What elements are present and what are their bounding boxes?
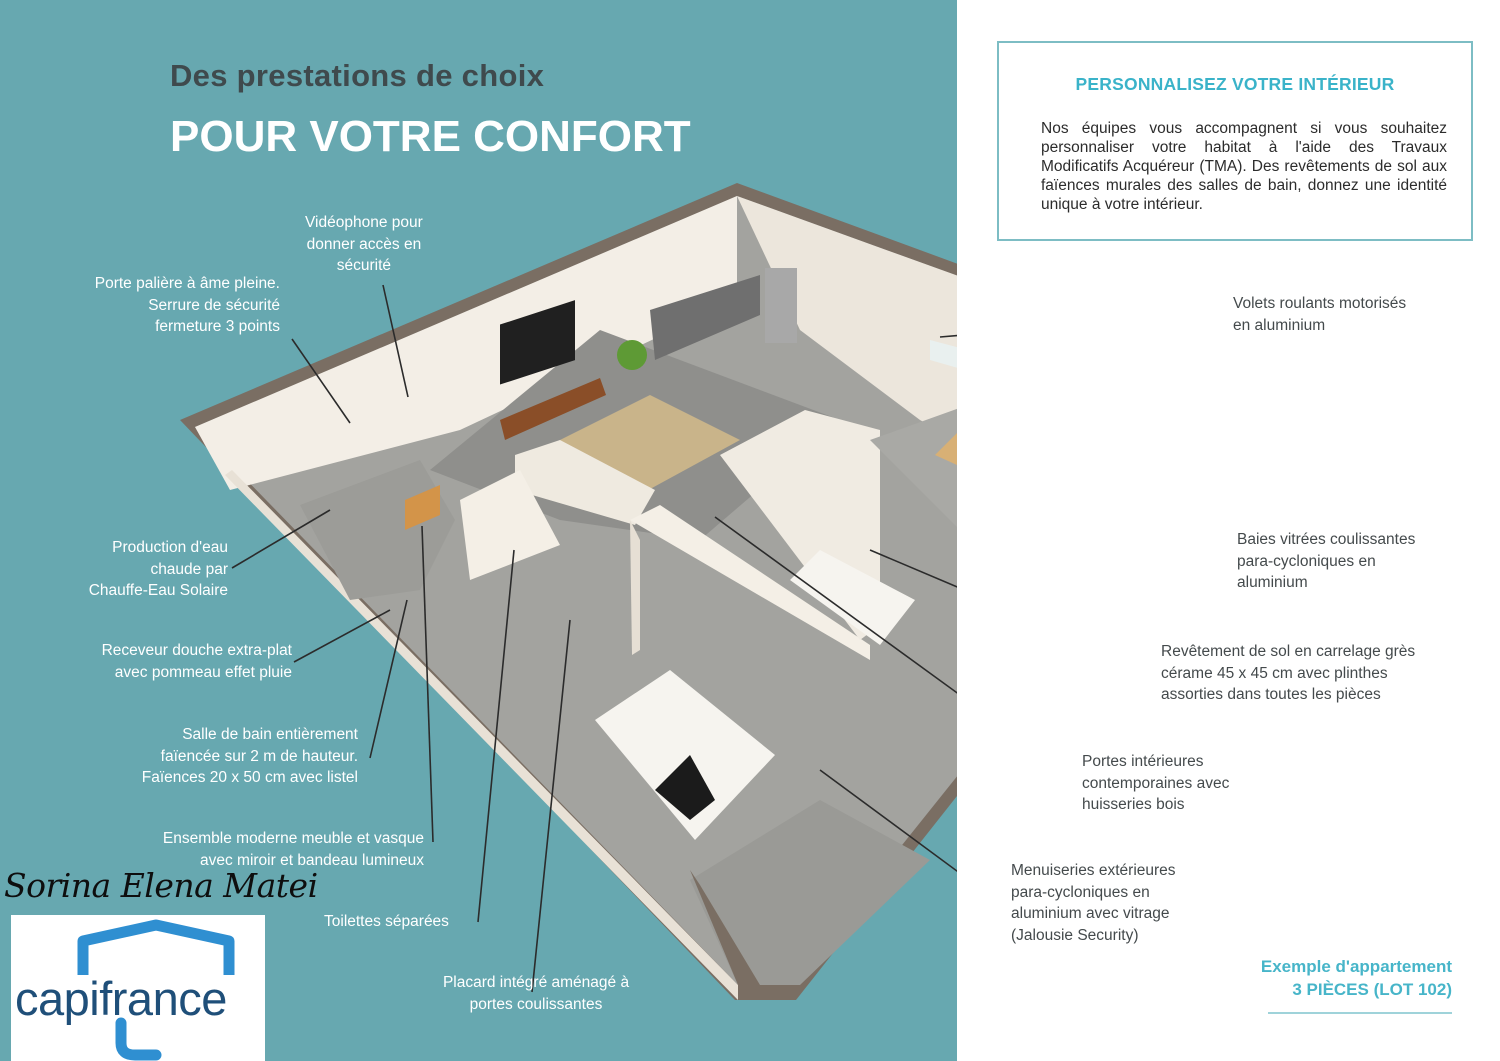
agent-signature: Sorina Elena Matei (4, 866, 318, 905)
label-videophone: Vidéophone pour donner accès en sécurité (305, 214, 423, 274)
plant-living (617, 340, 647, 370)
label-toilettes: Toilettes séparées (324, 913, 449, 930)
info-box-title: PERSONNALISEZ VOTRE INTÉRIEUR (1075, 74, 1395, 94)
label-salle-de-bain: Salle de bain entièrement faïencée sur 2 m de hauteur. Faïences 20 x 50 cm avec listel (141, 726, 358, 786)
heading-title: POUR VOTRE CONFORT (170, 112, 691, 161)
label-volets: Volets roulants motorisés en aluminium (1233, 295, 1407, 334)
label-menuiseries: Menuiseries extérieures para-cycloniques en aluminium avec vitrage (Jalousie Security) (1011, 862, 1176, 944)
label-revetement: Revêtement de sol en carrelage grès cérame 45 x 45 cm avec plinthes assorties dans toutes les pièces (1161, 643, 1416, 703)
label-porte-paliere: Porte palière à âme pleine. Serrure de sécurité fermeture 3 points (94, 275, 280, 335)
capifrance-logo (11, 915, 265, 1061)
fridge (765, 268, 797, 343)
label-meuble: Ensemble moderne meuble et vasque avec miroir et bandeau lumineux (162, 830, 424, 869)
heading-subtitle: Des prestations de choix (170, 58, 545, 93)
label-receveur: Receveur douche extra-plat avec pommeau effet pluie (101, 642, 292, 681)
logo-text: capifrance (15, 972, 227, 1025)
label-eau-chaude: Production d'eau chaude par Chauffe-Eau Solaire (88, 539, 228, 599)
label-portes: Portes intérieures contemporaines avec huisseries bois (1082, 753, 1230, 813)
label-baies: Baies vitrées coulissantes para-cycloniques en aluminium (1237, 531, 1416, 591)
info-box (997, 41, 1473, 241)
info-box-text: Nos équipes vous accompagnent si vous souhaitez personnaliser votre habitat à l'aide des Travaux Modificatifs Acquéreur (TMA). Des revêtements de sol aux faïences murales des salles de bain, donnez une identité unique à votre intérieur. (1041, 120, 1447, 213)
label-placard: Placard intégré aménagé à portes coulissantes (442, 974, 630, 1013)
example-caption: Exemple d'appartement 3 PIÈCES (LOT 102) (1260, 957, 1452, 999)
example-underline (1268, 1012, 1452, 1014)
